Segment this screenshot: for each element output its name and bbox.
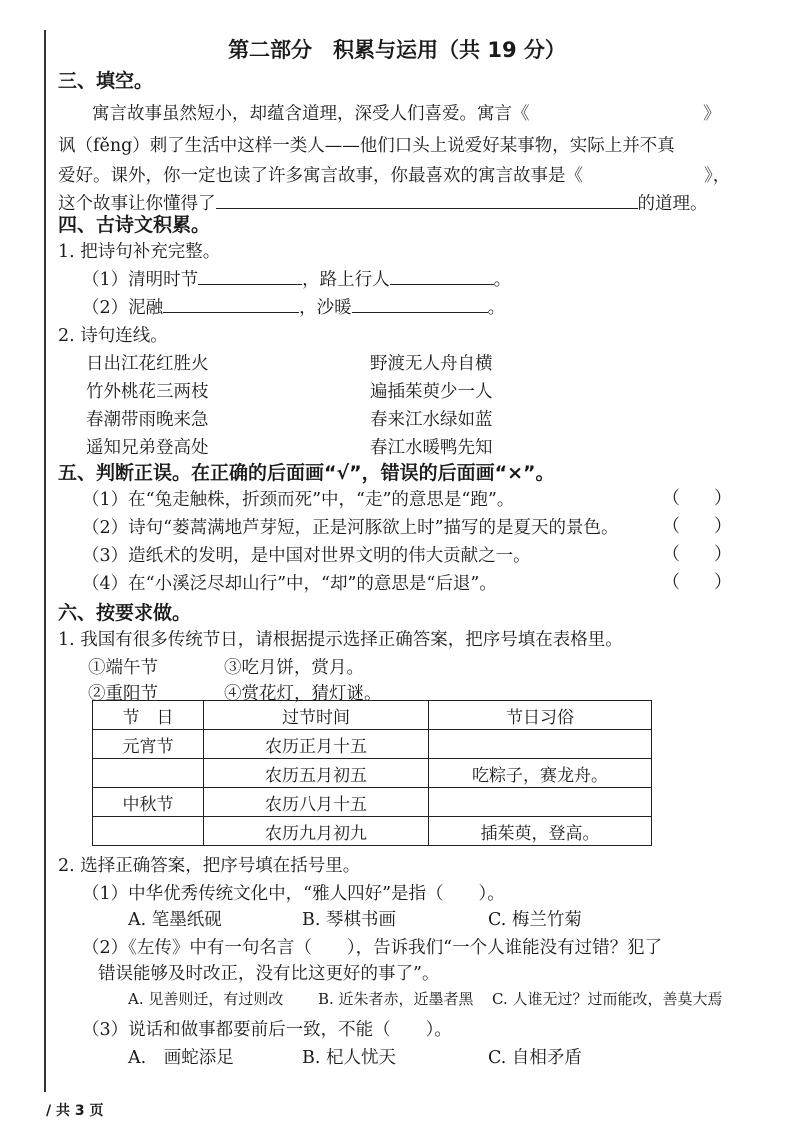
choice-q2-option-a[interactable]: A. 见善则迁，有过则改 bbox=[128, 990, 284, 1008]
poem-left-4[interactable]: 遥知兄弟登高处 bbox=[86, 438, 209, 458]
choice-q1-option-c[interactable]: C. 梅兰竹菊 bbox=[488, 910, 582, 930]
section3-line3-end: 》， bbox=[704, 166, 731, 186]
answer-blank[interactable] bbox=[390, 283, 494, 285]
choice-q2-line2: 错误能够及时改正，没有比这更好的事了”。 bbox=[98, 964, 440, 984]
section3-heading: 三、填空。 bbox=[58, 70, 154, 92]
choice-q3-option-a[interactable]: A. 画蛇添足 bbox=[128, 1048, 234, 1068]
section4-q1a bbox=[82, 266, 511, 291]
table-row bbox=[93, 817, 652, 846]
poem-right-2[interactable]: 遍插茱萸少一人 bbox=[370, 382, 493, 402]
q1a-middle: ，路上行人 bbox=[302, 270, 390, 290]
judge-item-4: （4）在“小溪泛尽却山行”中，“却”的意思是“后退”。 bbox=[82, 574, 497, 594]
section5-heading: 五、判断正误。在正确的后面画“√”，错误的后面画“×”。 bbox=[58, 462, 555, 484]
choice-q2-option-c[interactable]: C. 人谁无过？过而能改，善莫大焉 bbox=[492, 990, 723, 1008]
choice-q1-option-a[interactable]: A. 笔墨纸砚 bbox=[128, 910, 222, 930]
festival-option-4: ④赏花灯，猜灯谜。 bbox=[224, 684, 382, 704]
answer-paren-open[interactable]: （ bbox=[662, 544, 680, 565]
table-header-row bbox=[93, 701, 652, 730]
festival-option-3: ③吃月饼，赏月。 bbox=[224, 658, 364, 678]
table-cell-date: 农历八月十五 bbox=[204, 788, 429, 817]
answer-paren-close: ） bbox=[714, 572, 732, 593]
table-header-cell: 节 日 bbox=[93, 701, 204, 730]
table-row bbox=[93, 759, 652, 788]
poem-left-2[interactable]: 竹外桃花三两枝 bbox=[86, 382, 209, 402]
choice-q3: （3）说话和做事都要前后一致，不能（ ）。 bbox=[82, 1020, 452, 1040]
section4-q1: 1. 把诗句补充完整。 bbox=[58, 242, 221, 262]
judge-item-3: （3）造纸术的发明，是中国对世界文明的伟大贡献之一。 bbox=[82, 546, 531, 566]
section3-line1 bbox=[92, 100, 530, 125]
table-cell-festival[interactable] bbox=[93, 817, 204, 846]
table-header-cell: 过节时间 bbox=[204, 701, 429, 730]
festival-option-1: ①端午节 bbox=[88, 658, 158, 678]
poem-left-1[interactable]: 日出江花红胜火 bbox=[86, 354, 209, 374]
answer-paren-close: ） bbox=[714, 544, 732, 565]
section3-line4-end: 的道理。 bbox=[637, 194, 708, 214]
section6-q2: 2. 选择正确答案，把序号填在括号里。 bbox=[58, 856, 361, 876]
table-cell-custom[interactable] bbox=[429, 730, 652, 759]
answer-paren-close: ） bbox=[714, 516, 732, 537]
q1b-end: 。 bbox=[487, 298, 506, 318]
festival-table bbox=[92, 700, 652, 846]
table-cell-festival[interactable] bbox=[93, 759, 204, 788]
poem-right-1[interactable]: 野渡无人舟自横 bbox=[370, 354, 493, 374]
section3-line4-text: 这个故事让你懂得了 bbox=[58, 194, 216, 214]
section3-line1-end: 》 bbox=[703, 104, 721, 124]
table-header-cell: 节日习俗 bbox=[429, 701, 652, 730]
poem-left-3[interactable]: 春潮带雨晚来急 bbox=[86, 410, 209, 430]
poem-right-3[interactable]: 春来江水绿如蓝 bbox=[370, 410, 493, 430]
answer-paren-open[interactable]: （ bbox=[662, 488, 680, 509]
page-title: 第二部分 积累与运用（共 19 分） bbox=[228, 38, 566, 62]
table-row bbox=[93, 730, 652, 759]
festival-option-2: ②重阳节 bbox=[88, 684, 158, 704]
answer-blank[interactable] bbox=[198, 283, 302, 285]
q1a-end: 。 bbox=[493, 270, 512, 290]
table-cell-custom[interactable]: 插茱萸，登高。 bbox=[429, 817, 652, 846]
table-cell-date: 农历正月十五 bbox=[204, 730, 429, 759]
section3-line2: 讽（fěng）刺了生活中这样一类人——他们口头上说爱好某事物，实际上并不真 bbox=[58, 136, 675, 156]
table-cell-custom[interactable] bbox=[429, 788, 652, 817]
section4-heading: 四、古诗文积累。 bbox=[58, 214, 211, 236]
answer-paren-open[interactable]: （ bbox=[662, 572, 680, 593]
judge-item-1: （1）在“兔走触株，折颈而死”中，“走”的意思是“跑”。 bbox=[82, 490, 515, 510]
poem-right-4[interactable]: 春江水暖鸭先知 bbox=[370, 438, 493, 458]
q1a-prefix: （1）清明时节 bbox=[82, 270, 199, 290]
choice-q2-option-b[interactable]: B. 近朱者赤，近墨者黑 bbox=[318, 990, 474, 1008]
section6-q1: 1. 我国有很多传统节日，请根据提示选择正确答案，把序号填在表格里。 bbox=[58, 630, 623, 650]
section3-line3: 爱好。课外，你一定也读了许多寓言故事，你最喜欢的寓言故事是《 bbox=[58, 166, 583, 186]
section3-line1-text: 寓言故事虽然短小，却蕴含道理，深受人们喜爱。寓言《 bbox=[92, 104, 530, 124]
choice-q3-option-c[interactable]: C. 自相矛盾 bbox=[488, 1048, 582, 1068]
q1b-prefix: （2）泥融 bbox=[82, 298, 164, 318]
choice-q3-option-b[interactable]: B. 杞人忧天 bbox=[302, 1048, 396, 1068]
judge-item-2: （2）诗句“蒌蒿满地芦芽短，正是河豚欲上时”描写的是夏天的景色。 bbox=[82, 518, 619, 538]
section4-q2: 2. 诗句连线。 bbox=[58, 326, 168, 346]
table-cell-date: 农历五月初五 bbox=[204, 759, 429, 788]
answer-blank[interactable] bbox=[216, 207, 638, 209]
choice-q1-option-b[interactable]: B. 琴棋书画 bbox=[302, 910, 396, 930]
choice-q2-line1: （2）《左传》中有一句名言（ ），告诉我们“一个人谁能没有过错？犯了 bbox=[82, 938, 663, 958]
table-cell-date: 农历九月初九 bbox=[204, 817, 429, 846]
q1b-middle: ，沙暖 bbox=[299, 298, 352, 318]
answer-paren-close: ） bbox=[714, 488, 732, 509]
answer-blank[interactable] bbox=[163, 311, 299, 313]
table-cell-festival[interactable]: 中秋节 bbox=[93, 788, 204, 817]
table-cell-custom[interactable]: 吃粽子，赛龙舟。 bbox=[429, 759, 652, 788]
table-cell-festival[interactable]: 元宵节 bbox=[93, 730, 204, 759]
section4-q1b bbox=[82, 294, 505, 319]
section6-heading: 六、按要求做。 bbox=[58, 602, 192, 624]
answer-paren-open[interactable]: （ bbox=[662, 516, 680, 537]
choice-q1: （1）中华优秀传统文化中，“雅人四好”是指（ ）。 bbox=[82, 884, 505, 904]
page-border-line bbox=[44, 30, 46, 1092]
table-row bbox=[93, 788, 652, 817]
answer-blank[interactable] bbox=[352, 311, 488, 313]
page-number: / 共 3 页 bbox=[46, 1103, 104, 1119]
